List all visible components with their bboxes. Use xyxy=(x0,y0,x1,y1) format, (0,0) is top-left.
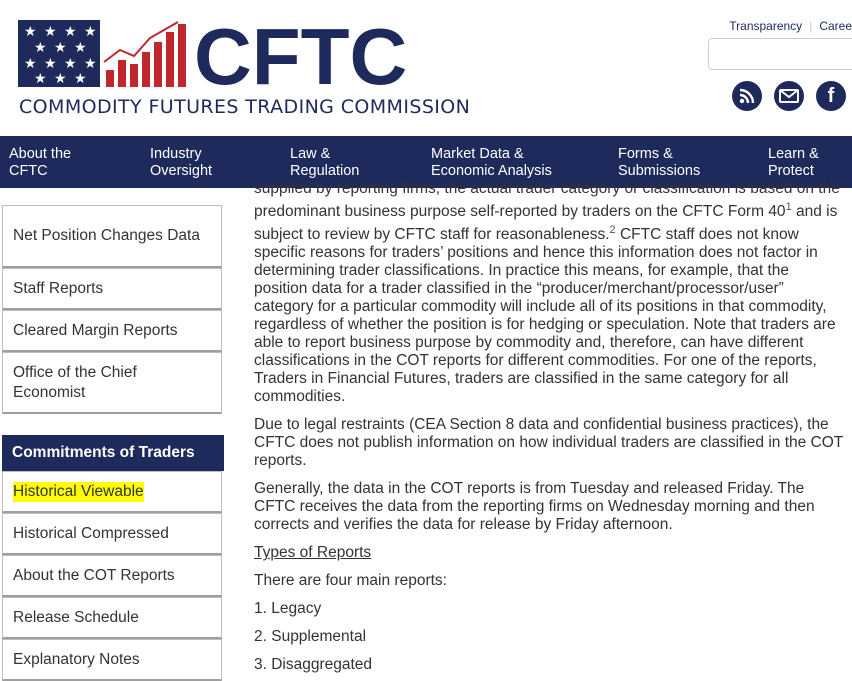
email-icon[interactable] xyxy=(774,81,804,111)
sidebar-item-historical-viewable[interactable]: Historical Viewable xyxy=(2,471,222,513)
nav-law-regulation[interactable]: Law & Regulation xyxy=(290,146,360,179)
nav-market-data[interactable]: Market Data & Economic Analysis xyxy=(431,146,552,179)
svg-text:★: ★ xyxy=(54,71,67,87)
nav-about-cftc[interactable]: About the CFTC xyxy=(9,146,72,179)
transparency-link[interactable]: Transparency xyxy=(729,19,803,33)
logo-wordmark: CFTC xyxy=(194,20,408,90)
reports-intro: There are four main reports: xyxy=(254,572,447,590)
svg-text:★: ★ xyxy=(34,40,47,56)
svg-text:★: ★ xyxy=(64,56,77,72)
main-content xyxy=(254,180,846,674)
sidebar-item-cleared-margin[interactable]: Cleared Margin Reports xyxy=(2,310,222,352)
footnote-2-link[interactable]: 2 xyxy=(609,224,616,237)
cftc-logo[interactable] xyxy=(18,20,443,95)
sidebar-item-explanatory-notes[interactable]: Explanatory Notes xyxy=(2,639,222,681)
sidebar-item-net-position-changes[interactable]: Net Position Changes Data xyxy=(2,205,222,268)
sidebar-item-release-schedule[interactable]: Release Schedule xyxy=(2,597,222,639)
list-item: 2. Supplemental xyxy=(254,628,367,646)
sidebar-item-historical-compressed[interactable]: Historical Compressed xyxy=(2,513,222,555)
paragraph-schedule: Generally, the data in the COT reports is from Tuesday and released Friday. The CFTC receives the data from the reporting firms on Wednesday morning and then corrects and verifies the data for release by Friday afternoon. xyxy=(254,480,815,534)
nav-forms-submissions[interactable]: Forms & Submissions xyxy=(618,146,701,179)
svg-text:★: ★ xyxy=(74,40,87,56)
search-input[interactable] xyxy=(708,38,852,70)
nav-learn-protect[interactable]: Learn & Protect xyxy=(768,146,819,179)
list-item: 3. Disaggregated xyxy=(254,656,373,674)
svg-text:★: ★ xyxy=(54,40,67,56)
sidebar-item-staff-reports[interactable]: Staff Reports xyxy=(2,268,222,310)
site-header xyxy=(0,0,852,136)
svg-text:★: ★ xyxy=(44,56,57,72)
rss-icon[interactable] xyxy=(732,81,762,111)
list-item: 1. Legacy xyxy=(254,600,322,618)
svg-text:★: ★ xyxy=(74,71,87,87)
svg-text:★: ★ xyxy=(64,24,77,40)
sidebar-section-cot: Commitments of Traders xyxy=(2,435,224,471)
paragraph-classification: supplied by reporting firms, the actual trader category or classification is based on the predominant business purpose self-reported by traders on the CFTC Form $40^1$ and is subject to review by CFTC staff for reasonableness.$^2$ CFTC staff does not know specific reasons for traders’ positions and hence this information does not factor in determining trader classifications. In practice this means, for example, that the position data for a trader classified in the “producer/merchant/processor/user” category for a particular commodity will include all of its positions in that commodity, regardless of whether the position is for hedging or speculation. Note that traders are able to report business purpose by commodity and, therefore, can have different classifications in the COT reports for different commodities. For one of the reports, Traders in Financial Futures, traders are classified in the same category for all commodities. xyxy=(254,180,840,406)
svg-text:★: ★ xyxy=(34,71,47,87)
nav-industry-oversight[interactable]: Industry Oversight xyxy=(150,146,213,179)
svg-text:★: ★ xyxy=(24,56,37,72)
footnote-1-link[interactable]: 1 xyxy=(785,201,792,213)
facebook-icon[interactable]: f xyxy=(816,81,846,111)
svg-text:★: ★ xyxy=(24,24,37,40)
paragraph-legal: Due to legal restraints (CEA Section 8 data and confidential business practices), the CFTC does not publish information on how individual traders are classified in the COT reports. xyxy=(254,416,843,470)
svg-text:★: ★ xyxy=(84,56,97,72)
svg-text:★: ★ xyxy=(44,24,57,40)
sidebar-item-about-cot[interactable]: About the COT Reports xyxy=(2,555,222,597)
sidebar-item-chief-economist[interactable]: Office of the Chief Economist xyxy=(2,352,222,414)
utility-links: Transparency | Caree xyxy=(729,19,852,33)
agency-name: COMMODITY FUTURES TRADING COMMISSION xyxy=(19,96,471,118)
types-of-reports-link[interactable]: Types of Reports xyxy=(254,544,372,562)
careers-link[interactable]: Caree xyxy=(819,19,852,33)
svg-text:★: ★ xyxy=(84,24,97,40)
